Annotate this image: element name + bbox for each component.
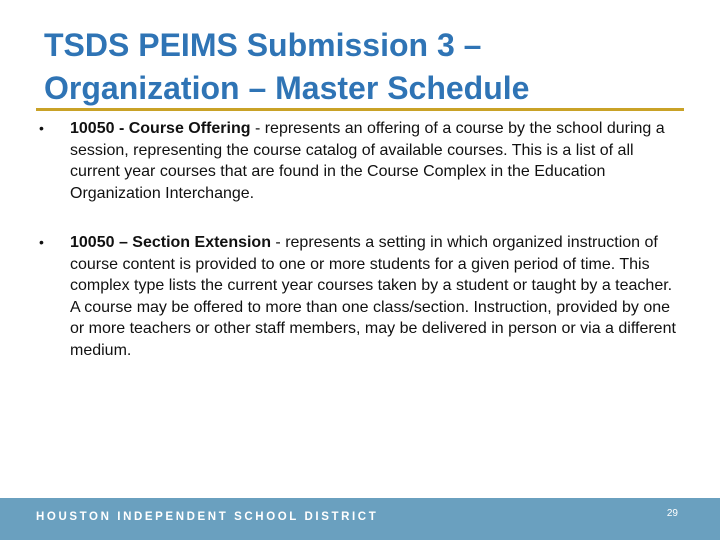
bullet-description: - represents a setting in which organized instruction of course content is provided to one or more students for a given period of time. This complex type lists the current year courses taken by a student or taught by a teacher. A course may be offered to more than one class/section. Instruction, provided by one or more teachers or other staff members, may be delivered in person or via a different medium. [70,234,676,359]
bullet-marker: • [39,120,44,136]
bullet-list [0,118,720,389]
bullet-term: 10050 – Section Extension [70,234,271,251]
slide-title-line-2: Organization – Master Schedule [44,70,530,106]
page-number: 29 [666,508,678,519]
bullet-section-extension [0,232,680,361]
footer-bar [0,498,720,540]
footer-organization-name: HOUSTON INDEPENDENT SCHOOL DISTRICT [36,511,379,523]
bullet-description: - represents an offering of a course by the school during a session, representing the course catalog of available courses. This is a list of all current year courses that are found in the Course Complex in the Education Organization Interchange. [70,120,665,202]
bullet-marker: • [39,234,44,250]
title-divider [36,108,684,111]
slide-title [44,24,694,110]
bullet-term: 10050 - Course Offering [70,120,251,137]
bullet-course-offering [0,118,680,204]
slide-title-line-1: TSDS PEIMS Submission 3 – [44,27,482,63]
